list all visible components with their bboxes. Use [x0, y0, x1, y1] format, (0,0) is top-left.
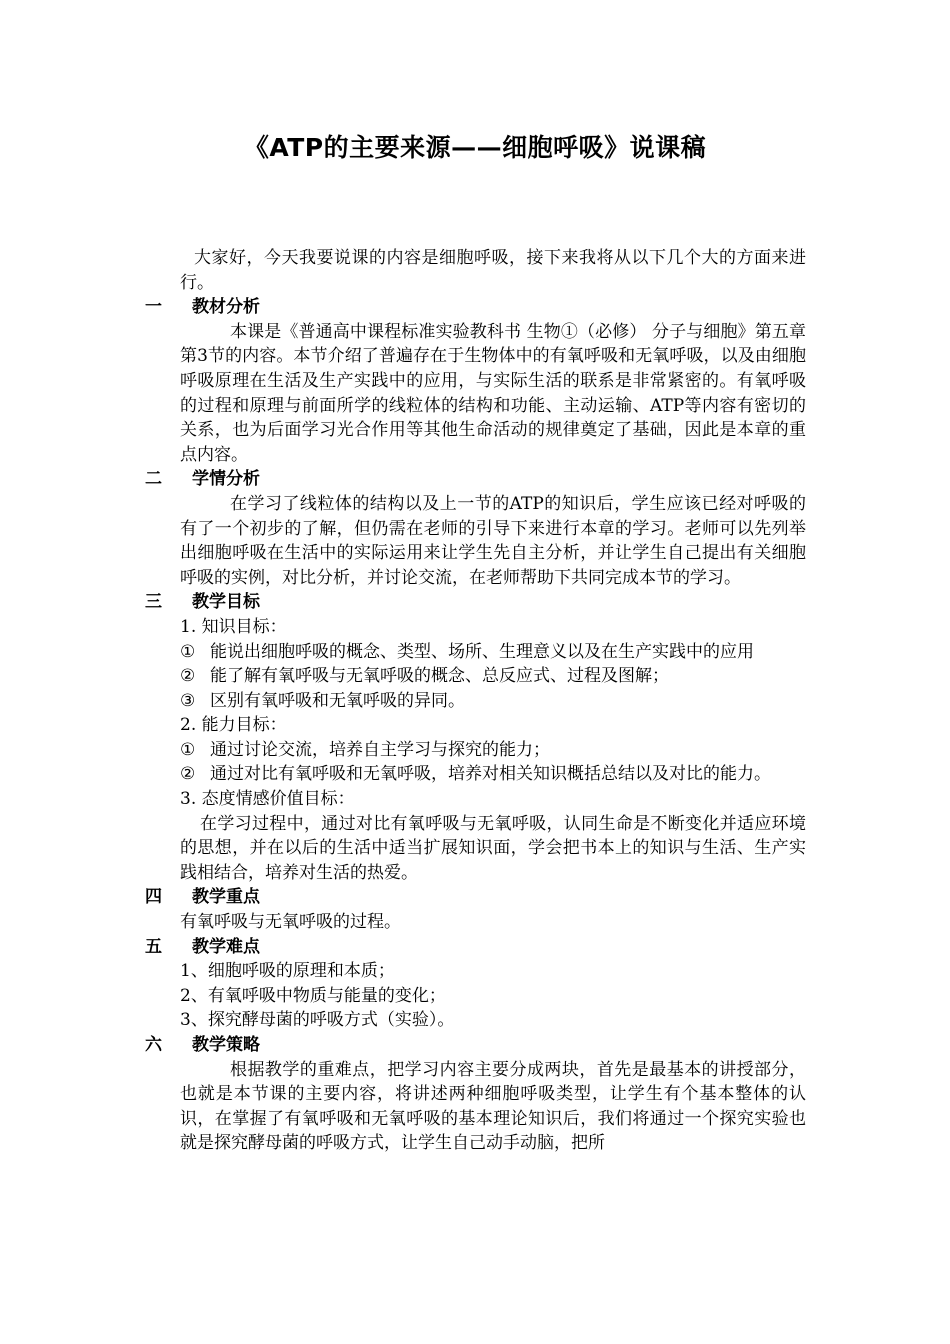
section-paragraph: 根据教学的重难点，把学习内容主要分成两块，首先是最基本的讲授部分，也就是本节课的主要内容，将讲述两种细胞呼吸类型，让学生有个基本整体的认识，在掌握了有氧呼吸和无氧呼吸的基本理论知识后，我们将通过一个探究实验也就是探究酵母菌的呼吸方式，让学生自己动手动脑，把所: [180, 1059, 806, 1154]
section-heading-1: [0, 295, 950, 320]
section-title: 教学策略: [192, 1035, 260, 1055]
list-item: 2、有氧呼吸中物质与能量的变化；: [180, 985, 446, 1006]
item-marker: ②: [180, 764, 196, 785]
section-number: 一: [145, 297, 162, 318]
section-paragraph: 本课是《普通高中课程标准实验教科书 生物①（必修） 分子与细胞》第五章第3节的内容。本节介绍了普遍存在于生物体中的有氧呼吸和无氧呼吸，以及由细胞呼吸原理在生活及生产实践中的应用，与实际生活的联系是非常紧密的。有氧呼吸的过程和原理与前面所学的线粒体的结构和功能、主动运输、ATP等内容有密切的关系，也为后面学习光合作用等其他生命活动的规律奠定了基础，因此是本章的重点内容。: [180, 321, 806, 465]
document-title: 《ATP的主要来源——细胞呼吸》说课稿: [243, 133, 707, 162]
section-paragraph: 在学习过程中，通过对比有氧呼吸与无氧呼吸，认同生命是不断变化并适应环境的思想，并在以后的生活中适当扩展知识面，学会把书本上的知识与生活、生产实践相结合，培养对生活的热爱。: [180, 813, 806, 883]
section-number: 六: [145, 1035, 162, 1055]
section-heading-4: [0, 885, 950, 910]
section-title: 学情分析: [192, 469, 260, 490]
item-text: 区别有氧呼吸和无氧呼吸的异同。: [210, 690, 465, 711]
section-heading-5: [0, 935, 950, 960]
subsection-title: 2. 能力目标：: [180, 715, 287, 736]
item-text: 能了解有氧呼吸与无氧呼吸的概念、总反应式、过程及图解；: [210, 666, 669, 687]
section-number: 三: [145, 592, 162, 613]
section-heading-6: [0, 1033, 950, 1058]
section-number: 二: [145, 469, 162, 490]
subsection-title: 1. 知识目标：: [180, 616, 287, 637]
list-item: [180, 738, 810, 763]
list-item: [180, 762, 810, 787]
list-item: 3、探究酵母菌的呼吸方式（实验）。: [180, 1010, 455, 1031]
section-heading-3: [0, 590, 950, 615]
item-marker: ①: [180, 739, 196, 760]
list-item: [180, 664, 810, 689]
section-title: 教学目标: [192, 592, 260, 613]
subsection-title: 3. 态度情感价值目标：: [180, 789, 355, 810]
section-paragraph: 有氧呼吸与无氧呼吸的过程。: [180, 912, 401, 933]
item-text: 通过对比有氧呼吸和无氧呼吸，培养对相关知识概括总结以及对比的能力。: [210, 764, 771, 785]
section-title: 教材分析: [192, 297, 260, 318]
section-title: 教学重点: [192, 887, 260, 908]
section-number: 五: [145, 936, 162, 957]
intro-paragraph: 大家好，今天我要说课的内容是细胞呼吸，接下来我将从以下几个大的方面来进行。: [180, 248, 806, 293]
section-heading-2: [0, 467, 950, 492]
section-title: 教学难点: [192, 936, 260, 957]
document-body: [0, 246, 950, 1156]
item-marker: ①: [180, 641, 196, 662]
list-item: [180, 640, 810, 665]
section-paragraph: 在学习了线粒体的结构以及上一节的ATP的知识后，学生应该已经对呼吸的有了一个初步的了解，但仍需在老师的引导下来进行本章的学习。老师可以先列举出细胞呼吸在生活中的实际运用来让学生先自主分析，并让学生自己提出有关细胞呼吸的实例，对比分析，并讨论交流，在老师帮助下共同完成本节的学习。: [180, 493, 806, 588]
item-marker: ③: [180, 690, 196, 711]
list-item: [180, 689, 810, 714]
section-number: 四: [145, 887, 162, 908]
list-item: 1、细胞呼吸的原理和本质；: [180, 961, 395, 982]
item-text: 能说出细胞呼吸的概念、类型、场所、生理意义以及在生产实践中的应用: [210, 641, 754, 662]
item-marker: ②: [180, 666, 196, 687]
item-text: 通过讨论交流，培养自主学习与探究的能力；: [210, 739, 550, 760]
